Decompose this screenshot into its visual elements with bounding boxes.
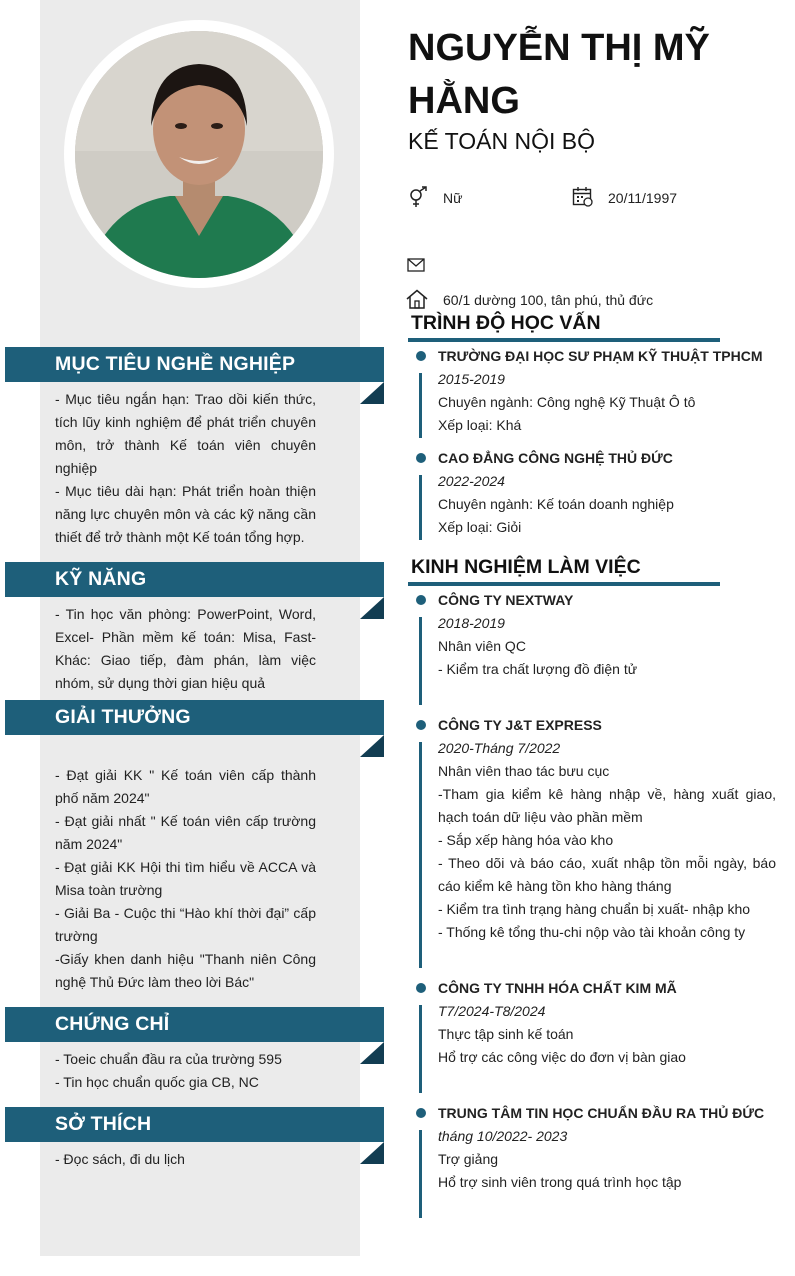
education-grade: Xếp loại: Khá (438, 417, 522, 433)
avatar (75, 31, 323, 278)
timeline-dot (416, 351, 426, 361)
avatar-portrait (75, 31, 323, 278)
education-rule (408, 338, 720, 342)
section-title: GIẢI THƯỞNG (55, 706, 191, 728)
ribbon-fold (360, 382, 384, 404)
section-title: CHỨNG CHỈ (55, 1013, 170, 1035)
section-header-awards (5, 700, 384, 735)
experience-task: - Kiểm tra chất lượng đồ điện tử (438, 661, 638, 677)
ribbon-fold (360, 597, 384, 619)
timeline-line (419, 475, 422, 540)
section-title: KỸ NĂNG (55, 568, 147, 590)
experience-item (438, 1102, 776, 1194)
company-name: CÔNG TY J&T EXPRESS (438, 717, 602, 733)
experience-item (438, 977, 776, 1069)
certificate-line: - Tin học chuẩn quốc gia CB, NC (55, 1074, 259, 1090)
award-line: - Đạt giải nhất " Kế toán viên cấp trường năm 2024" (55, 813, 316, 852)
experience-role: Nhân viên QC (438, 638, 526, 654)
timeline-line (419, 617, 422, 705)
experience-period: 2020-Tháng 7/2022 (438, 740, 561, 756)
experience-item (438, 714, 776, 944)
experience-task: - Theo dõi và báo cáo, xuất nhập tồn mỗi ngày, báo cáo kiểm kê hàng tồn kho hàng tháng (438, 855, 776, 894)
job-title: KẾ TOÁN NỘI BỘ (408, 128, 596, 154)
awards-body (55, 764, 316, 994)
experience-rule (408, 582, 720, 586)
ribbon-fold (360, 1142, 384, 1164)
section-header-hobbies (5, 1107, 384, 1142)
experience-item (438, 589, 776, 681)
gender-value: Nữ (443, 190, 463, 206)
skills-body (55, 603, 316, 695)
ribbon-fold (360, 1042, 384, 1064)
timeline-dot (416, 453, 426, 463)
education-grade: Xếp loại: Giỏi (438, 519, 522, 535)
company-name: CÔNG TY TNHH HÓA CHẤT KIM MÃ (438, 980, 677, 996)
section-header-certificates (5, 1007, 384, 1042)
certificate-line: - Toeic chuẩn đầu ra của trường 595 (55, 1051, 282, 1067)
skills-line: - Tin học văn phòng: PowerPoint, Word, Excel- Phần mềm kế toán: Misa, Fast- Khác: Giao tiếp, đàm phán, làm việc nhóm, sử dụng thời gian hiệu quả (55, 606, 316, 691)
education-item (438, 447, 776, 539)
timeline-dot (416, 983, 426, 993)
timeline-line (419, 1005, 422, 1093)
objective-body (55, 388, 316, 549)
award-line: -Giấy khen danh hiệu "Thanh niên Công nghệ Thủ Đức làm theo lời Bác" (55, 951, 316, 990)
timeline-line (419, 742, 422, 968)
hobby-line: - Đọc sách, đi du lịch (55, 1151, 185, 1167)
hobbies-body (55, 1148, 316, 1171)
experience-title: KINH NGHIỆM LÀM VIỆC (411, 556, 641, 578)
experience-task: - Thống kê tổng thu-chi nộp vào tài khoản công ty (438, 924, 746, 940)
objective-line: - Mục tiêu dài hạn: Phát triển hoàn thiện năng lực chuyên môn và các kỹ năng cần thiết để trở thành một Kế toán tổng hợp. (55, 483, 316, 545)
experience-period: tháng 10/2022- 2023 (438, 1128, 568, 1144)
experience-period: 2018-2019 (438, 615, 505, 631)
section-title: MỤC TIÊU NGHỀ NGHIỆP (55, 353, 296, 375)
experience-role: Thực tập sinh kế toán (438, 1026, 574, 1042)
objective-line: - Mục tiêu ngắn hạn: Trao dồi kiến thức, tích lũy kinh nghiệm để phát triển chuyên môn, trở thành Kế toán viên chuyên nghiệp (55, 391, 316, 476)
education-item (438, 345, 776, 437)
award-line: - Đạt giải KK " Kế toán viên cấp thành phố năm 2024" (55, 767, 316, 806)
experience-period: T7/2024-T8/2024 (438, 1003, 546, 1019)
experience-task: Hổ trợ các công việc do đơn vị bàn giao (438, 1049, 686, 1065)
birthdate-value: 20/11/1997 (608, 190, 678, 206)
school-name: CAO ĐẲNG CÔNG NGHỆ THỦ ĐỨC (438, 450, 673, 466)
education-major: Chuyên ngành: Công nghệ Kỹ Thuật Ô tô (438, 394, 696, 410)
experience-task: - Kiểm tra tình trạng hàng chuẩn bị xuất- nhập kho (438, 901, 751, 917)
experience-role: Nhân viên thao tác bưu cục (438, 763, 610, 779)
section-header-skills (5, 562, 384, 597)
education-title: TRÌNH ĐỘ HỌC VẤN (411, 312, 601, 334)
home-icon (406, 289, 428, 309)
award-line: - Đạt giải KK Hội thi tìm hiểu về ACCA và Misa toàn trường (55, 859, 316, 898)
experience-task: Hổ trợ sinh viên trong quá trình học tập (438, 1174, 682, 1190)
ribbon-fold (360, 735, 384, 757)
timeline-dot (416, 595, 426, 605)
certificates-body (55, 1048, 316, 1094)
education-major: Chuyên ngành: Kế toán doanh nghiệp (438, 496, 674, 512)
section-header-objective (5, 347, 384, 382)
calendar-icon (572, 186, 594, 208)
experience-task: - Sắp xếp hàng hóa vào kho (438, 832, 614, 848)
timeline-line (419, 373, 422, 438)
envelope-icon (407, 258, 425, 272)
timeline-line (419, 1130, 422, 1218)
experience-role: Trợ giảng (438, 1151, 499, 1167)
education-period: 2015-2019 (438, 371, 505, 387)
award-line: - Giải Ba - Cuộc thi “Hào khí thời đại” cấp trường (55, 905, 316, 944)
timeline-dot (416, 1108, 426, 1118)
gender-icon (407, 186, 429, 208)
experience-task: -Tham gia kiểm kê hàng nhập về, hàng xuất giao, hạch toán dữ liệu vào phần mềm (438, 786, 776, 825)
section-title: SỞ THÍCH (55, 1113, 152, 1135)
school-name: TRƯỜNG ĐẠI HỌC SƯ PHẠM KỸ THUẬT TPHCM (438, 348, 763, 364)
company-name: TRUNG TÂM TIN HỌC CHUẨN ĐẦU RA THỦ ĐỨC (438, 1105, 765, 1121)
address-value: 60/1 dường 100, tân phú, thủ đức (443, 292, 654, 308)
company-name: CÔNG TY NEXTWAY (438, 592, 574, 608)
education-period: 2022-2024 (438, 473, 505, 489)
full-name: NGUYỄN THỊ MỸ HẰNG (408, 27, 710, 122)
timeline-dot (416, 720, 426, 730)
